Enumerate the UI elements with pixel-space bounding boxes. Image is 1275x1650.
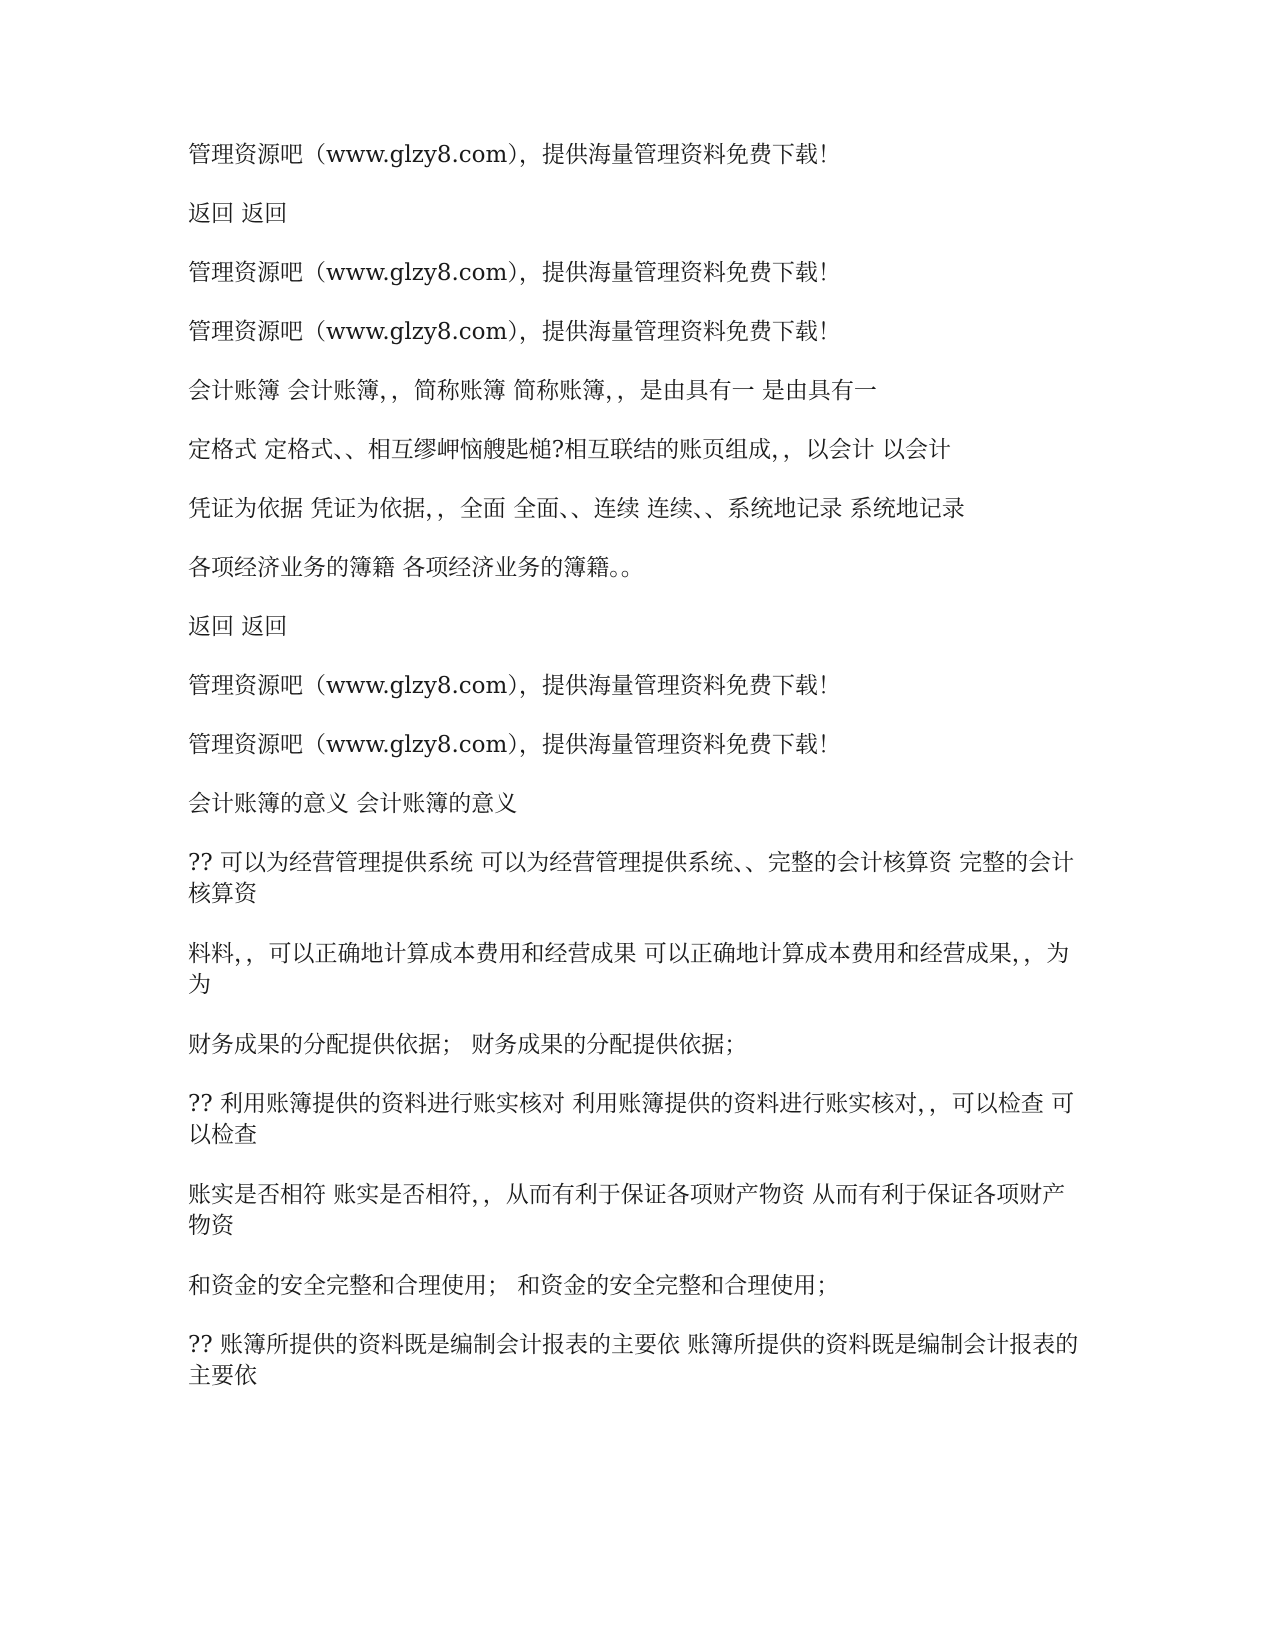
- paragraph-return: 返回 返回: [188, 201, 288, 227]
- paragraph-site-banner: 管理资源吧（www.glzy8.com），提供海量管理资料免费下载！: [188, 260, 841, 286]
- paragraph-section-heading: 会计账簿的意义 会计账簿的意义: [188, 791, 518, 817]
- paragraph-site-banner: 管理资源吧（www.glzy8.com），提供海量管理资料免费下载！: [188, 673, 841, 699]
- paragraph-definition: 会计账簿 会计账簿，，简称账簿 简称账簿，，是由具有一 是由具有一: [188, 378, 877, 404]
- paragraph-significance: 和资金的安全完整和合理使用； 和资金的安全完整和合理使用；: [188, 1273, 840, 1299]
- document-body: [188, 140, 1088, 1420]
- paragraph-significance: ?? 利用账簿提供的资料进行账实核对 利用账簿提供的资料进行账实核对，，可以检查 可以检查: [188, 1091, 1075, 1148]
- paragraph-significance: 账实是否相符 账实是否相符，，从而有利于保证各项财产物资 从而有利于保证各项财产物资: [188, 1182, 1066, 1239]
- paragraph-return: 返回 返回: [188, 614, 288, 640]
- paragraph-site-banner: 管理资源吧（www.glzy8.com），提供海量管理资料免费下载！: [188, 142, 841, 168]
- paragraph-site-banner: 管理资源吧（www.glzy8.com），提供海量管理资料免费下载！: [188, 319, 841, 345]
- paragraph-significance: ?? 账簿所提供的资料既是编制会计报表的主要依 账簿所提供的资料既是编制会计报表的主要依: [188, 1332, 1079, 1389]
- paragraph-definition: 凭证为依据 凭证为依据，，全面 全面、、连续 连续、、系统地记录 系统地记录: [188, 496, 965, 522]
- paragraph-site-banner: 管理资源吧（www.glzy8.com），提供海量管理资料免费下载！: [188, 732, 841, 758]
- paragraph-definition: 各项经济业务的簿籍 各项经济业务的簿籍。。: [188, 555, 644, 581]
- paragraph-significance: ?? 可以为经营管理提供系统 可以为经营管理提供系统、、完整的会计核算资 完整的会计核算资: [188, 850, 1075, 907]
- paragraph-definition: 定格式 定格式、、相互缪岬恼艘匙槌?相互联结的账页组成，，以会计 以会计: [188, 437, 951, 463]
- paragraph-significance: 财务成果的分配提供依据； 财务成果的分配提供依据；: [188, 1032, 748, 1058]
- paragraph-significance: 料料，，可以正确地计算成本费用和经营成果 可以正确地计算成本费用和经营成果，，为为: [188, 941, 1070, 998]
